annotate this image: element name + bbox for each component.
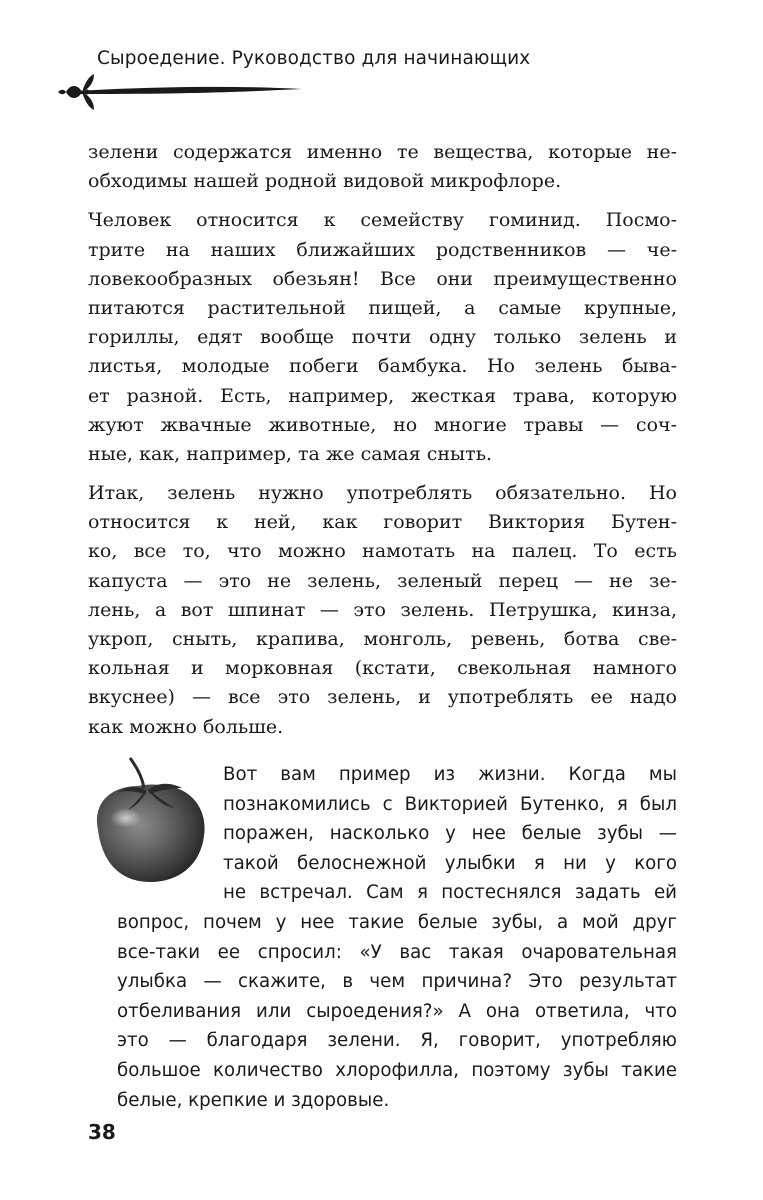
text-line: поражен, насколько у нее белые зубы — [223, 823, 677, 845]
text-line: капуста — это не зелень, зеленый перец — не зе- [88, 569, 677, 592]
sidebar-text [117, 760, 677, 1115]
main-text [88, 138, 677, 742]
page-number: 38 [88, 1120, 116, 1144]
running-title: Сыроедение. Руководство для начинающих [97, 48, 531, 69]
text-line: укроп, сныть, крапива, монголь, ревень, ботва све- [88, 628, 677, 650]
text-line: относится к ней, как говорит Виктория Бутен- [88, 511, 677, 534]
text-line: ловекообразных обезьян! Все они преимущественно [88, 267, 677, 290]
text-line: трите на наших ближайших родственников — че- [88, 238, 677, 261]
text-line: гориллы, едят вообще почти одну только зелень и [88, 326, 677, 349]
ornament-flourish-icon [56, 70, 316, 110]
text-line: ко, все то, что можно намотать на палец. То есть [88, 540, 677, 563]
text-line: жуют жвачные животные, но многие травы — соч- [88, 413, 677, 436]
text-line: обходимы нашей родной видовой микрофлоре. [88, 170, 562, 193]
text-line: отбеливания или сыроедения?» А она ответила, что [117, 1000, 677, 1022]
text-line: вопрос, почем у нее такие белые зубы, а мой друг [117, 911, 677, 933]
text-line: Человек относится к семейству гоминид. Посмо- [88, 209, 677, 232]
text-line: улыбка — скажите, в чем причина? Это результат [117, 971, 677, 993]
text-line: Итак, зелень нужно употреблять обязательно. Но [88, 482, 677, 505]
text-line: Вот вам пример из жизни. Когда мы [223, 764, 677, 785]
text-line: как можно больше. [88, 715, 284, 738]
text-line: кольная и морковная (кстати, свекольная намного [88, 657, 677, 680]
text-line: вкуснее) — все это зелень, и употреблять ее надо [88, 686, 677, 709]
text-line: познакомились с Викторией Бутенко, я был [223, 793, 677, 815]
text-line: все-таки ее спросил: «У вас такая очаровательная [117, 941, 677, 963]
text-line: такой белоснежной улыбки я ни у кого [223, 852, 677, 874]
text-line: это — благодаря зелени. Я, говорит, употребляю [117, 1030, 677, 1052]
text-line: лень, а вот шпинат — это зелень. Петрушка, кинза, [88, 598, 677, 621]
text-line: не встречал. Сам я постеснялся задать ей [223, 882, 677, 904]
text-line: ет разной. Есть, например, жесткая трава, которую [88, 384, 677, 407]
text-line: зелени содержатся именно те вещества, которые не- [88, 141, 677, 163]
text-line: питаются растительной пищей, а самые крупные, [88, 296, 677, 319]
text-line: белые, крепкие и здоровые. [117, 1089, 390, 1111]
text-line: листья, молодые побеги бамбука. Но зелень быва- [88, 355, 677, 378]
text-line: ные, как, например, та же самая сныть. [88, 442, 493, 465]
text-line: большое количество хлорофилла, поэтому зубы такие [117, 1059, 677, 1081]
